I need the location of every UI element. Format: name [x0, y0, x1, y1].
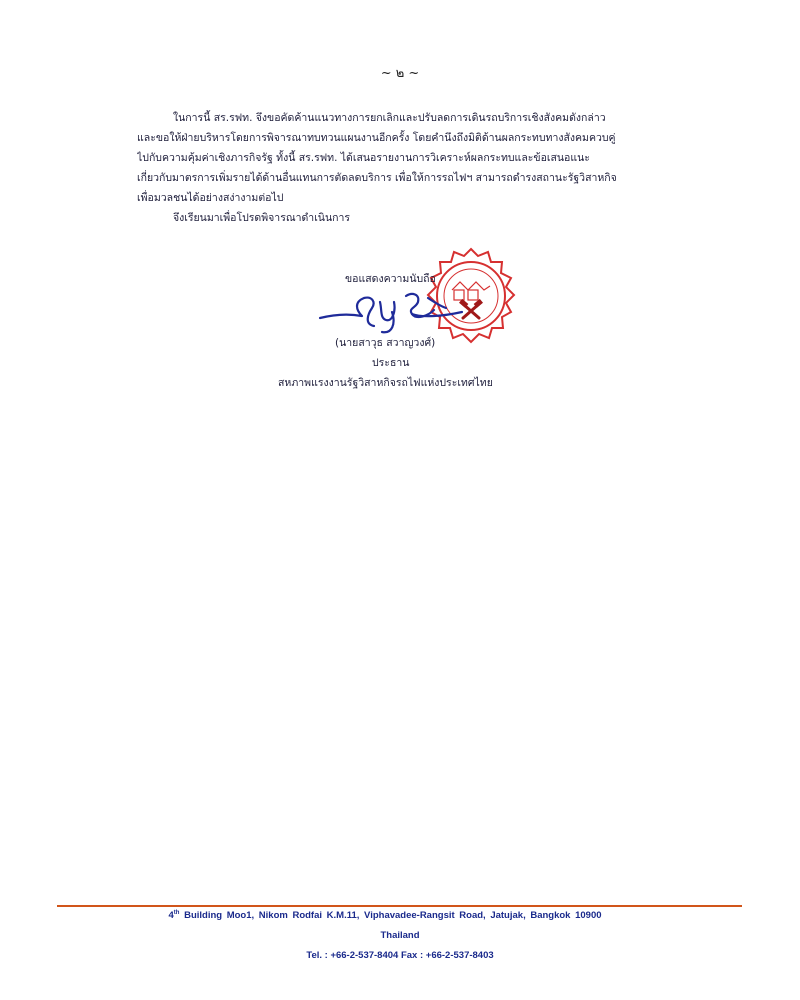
signer-name: (นายสาวุธ สวาญวงศ์) [335, 337, 436, 349]
footer-divider [57, 905, 742, 907]
paragraph-2 [137, 208, 682, 228]
paragraph-1 [137, 108, 682, 208]
footer-country: Thailand [380, 930, 420, 941]
paragraph-1-line: ไปกับความคุ้มค่าเชิงภารกิจรัฐ ทั้งนี้ สร.รฟท. ได้เสนอรายงานการวิเคราะห์ผลกระทบและข้อเสนอแนะ [137, 152, 590, 164]
paragraph-1-line: และขอให้ฝ่ายบริหารโดยการพิจารณาทบทวนแผนงานอีกครั้ง โดยคำนึงถึงมิติด้านผลกระทบทางสังคมควบคู่ [137, 132, 616, 144]
signer-position: ประธาน [372, 357, 410, 369]
paragraph-2-line: จึงเรียนมาเพื่อโปรดพิจารณาดำเนินการ [173, 212, 351, 224]
signature-icon [316, 288, 466, 338]
paragraph-1-line: ในการนี้ สร.รฟท. จึงขอคัดค้านแนวทางการยกเลิกและปรับลดการเดินรถบริการเชิงสังคมดังกล่าว [173, 112, 606, 124]
footer-address-sup: th [173, 910, 180, 916]
footer-address-number: 4 [168, 910, 174, 922]
paragraph-1-line: เพื่อมวลชนได้อย่างสง่างามต่อไป [137, 192, 284, 204]
letter-body [137, 108, 682, 228]
closing-respect: ขอแสดงความนับถือ [345, 273, 436, 285]
footer-address-rest: Building Moo1, Nikom Rodfai K.M.11, Viphavadee-Rangsit Road, Jatujak, Bangkok 10900 [179, 910, 602, 922]
footer-address [0, 910, 785, 921]
page-number: ~ ๒ ~ [380, 66, 420, 81]
footer-contact: Tel. : +66-2-537-8404 Fax : +66-2-537-8403 [306, 950, 494, 961]
signer-organization: สหภาพแรงงานรัฐวิสาหกิจรถไฟแห่งประเทศไทย [278, 377, 493, 389]
paragraph-1-line: เกี่ยวกับมาตรการเพิ่มรายได้ด้านอื่นแทนการตัดลดบริการ เพื่อให้การรถไฟฯ สามารถดำรงสถานะรัฐวิสาหกิจ [137, 172, 617, 184]
